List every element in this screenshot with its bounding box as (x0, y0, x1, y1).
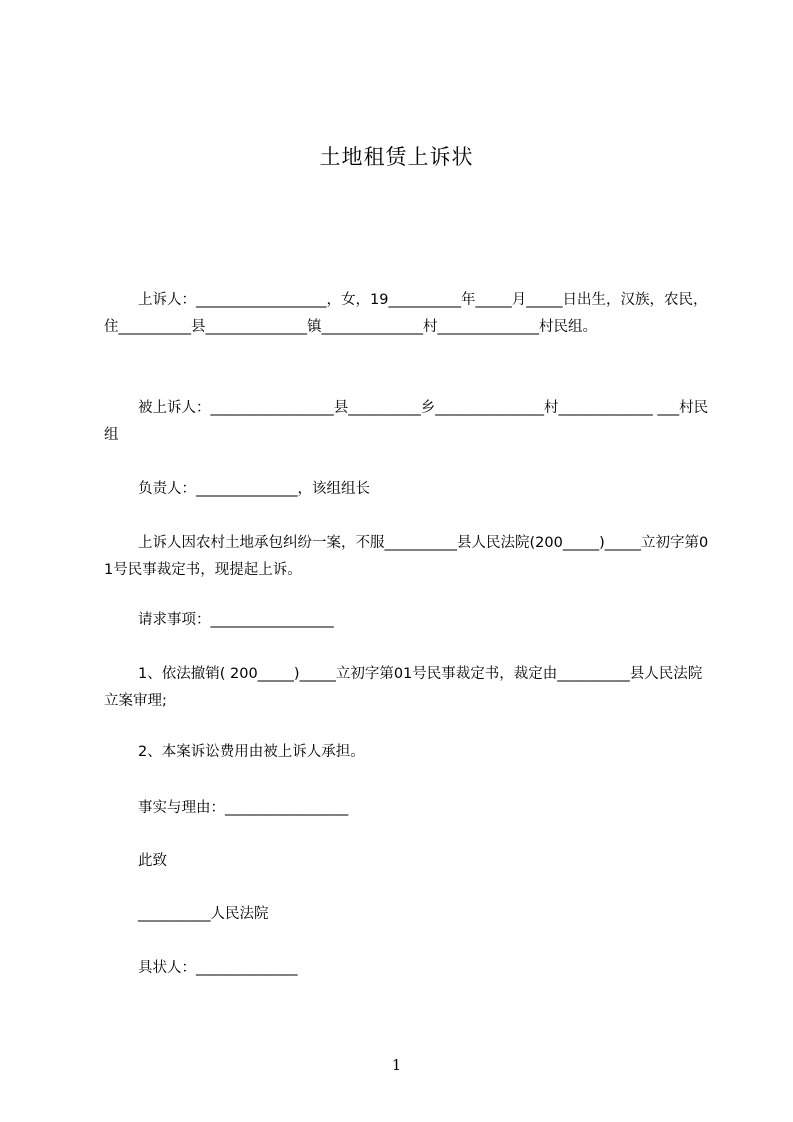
respondent-paragraph: 被上诉人：_________________县__________乡_______________村_____________ ___村民组 (104, 400, 709, 443)
page-number: 1 (391, 1056, 402, 1074)
claims-heading: 请求事项：_________________ (138, 612, 334, 628)
claim-item-1: 1、依法撤销( 200_____)_____立初字第01号民事裁定书，裁定由__________县人民法院立案审理; (104, 666, 703, 709)
signatory-line: 具状人：______________ (138, 960, 298, 976)
appellant-paragraph: 上诉人：__________________，女，19__________年_____月_____日出生，汉族，农民，住__________县______________镇______________村______________村民组。 (104, 292, 708, 335)
court-name-line: __________人民法院 (138, 906, 269, 922)
facts-heading: 事实与理由：_________________ (138, 800, 349, 816)
case-statement-paragraph: 上诉人因农村土地承包纠纷一案，不服__________县人民法院(200_____)_____立初字第01号民事裁定书，现提起上诉。 (104, 535, 709, 578)
responsible-person-line: 负责人：______________，该组组长 (138, 481, 370, 497)
closing-salutation: 此致 (138, 853, 167, 869)
document-title: 土地租赁上诉状 (319, 145, 474, 169)
claim-item-2: 2、本案诉讼费用由被上诉人承担。 (138, 744, 365, 760)
